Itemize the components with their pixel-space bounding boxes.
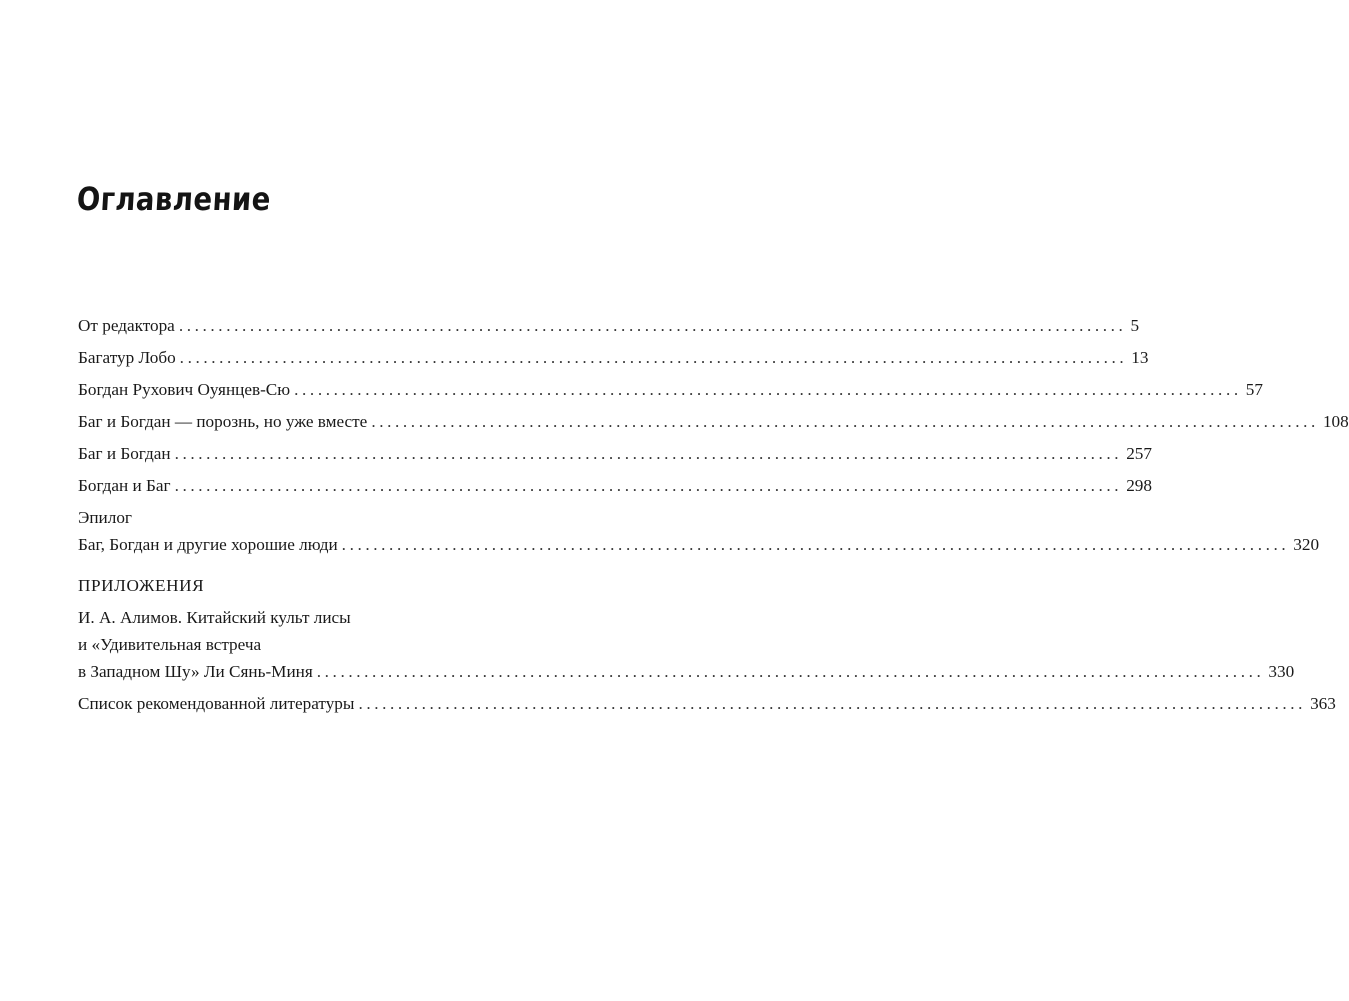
- toc-epilogue-entry: [78, 504, 1320, 558]
- toc-entry: [78, 312, 1140, 339]
- appendix-heading: ПРИЛОЖЕНИЯ: [78, 576, 205, 595]
- toc-entry: [78, 472, 1152, 499]
- toc-entry-label: От редактора: [78, 316, 175, 335]
- toc-entry-line: И. А. Алимов. Китайский культ лисы: [78, 608, 351, 627]
- dot-leader: ........................................................................................................................: [174, 444, 1123, 463]
- toc-entry-label: Баг и Богдан: [78, 444, 171, 463]
- toc-entry-label: Багатур Лобо: [78, 348, 176, 367]
- toc-entry-label: Список рекомендованной литературы: [78, 694, 355, 713]
- toc-entry: [78, 376, 1263, 403]
- toc-entry: [78, 690, 1336, 717]
- dot-leader: ........................................................................................................................: [316, 662, 1265, 681]
- toc-entry: [78, 408, 1349, 435]
- dot-leader: ........................................................................................................................: [371, 412, 1319, 431]
- toc-entry-page: 320: [1293, 535, 1320, 554]
- toc-entry-label: Богдан Рухович Оуянцев-Сю: [78, 380, 291, 399]
- toc-entry-page: 57: [1245, 380, 1263, 399]
- toc-entry-page: 298: [1126, 476, 1152, 495]
- toc-entry: [78, 604, 1295, 685]
- toc-entry-page: 13: [1131, 348, 1149, 367]
- toc-entry: [78, 440, 1152, 467]
- page-title: Оглавление: [75, 180, 272, 218]
- dot-leader: ........................................................................................................................: [358, 694, 1307, 713]
- toc-entry-label: Богдан и Баг: [78, 476, 171, 495]
- toc-entry-page: 5: [1130, 316, 1140, 335]
- epilogue-heading: Эпилог: [78, 508, 132, 527]
- dot-leader: ........................................................................................................................: [174, 476, 1123, 495]
- dot-leader: ........................................................................................................................: [341, 535, 1290, 554]
- toc-entry-page: 330: [1268, 662, 1295, 681]
- toc-entry-label: Баг и Богдан — порознь, но уже вместе: [78, 412, 368, 431]
- toc-entry-label: Баг, Богдан и другие хорошие люди: [78, 535, 338, 554]
- dot-leader: ........................................................................................................................: [294, 380, 1242, 399]
- toc-entry: [78, 344, 1149, 371]
- table-of-contents: [78, 312, 1349, 722]
- toc-entry-page: 363: [1310, 694, 1336, 713]
- dot-leader: ........................................................................................................................: [178, 316, 1127, 335]
- toc-entry-line: и «Удивительная встреча: [78, 635, 262, 654]
- toc-entry-page: 108: [1322, 412, 1349, 431]
- toc-entry-label: в Западном Шу» Ли Сянь-Миня: [78, 662, 313, 681]
- dot-leader: ........................................................................................................................: [179, 348, 1128, 367]
- toc-entry-page: 257: [1126, 444, 1152, 463]
